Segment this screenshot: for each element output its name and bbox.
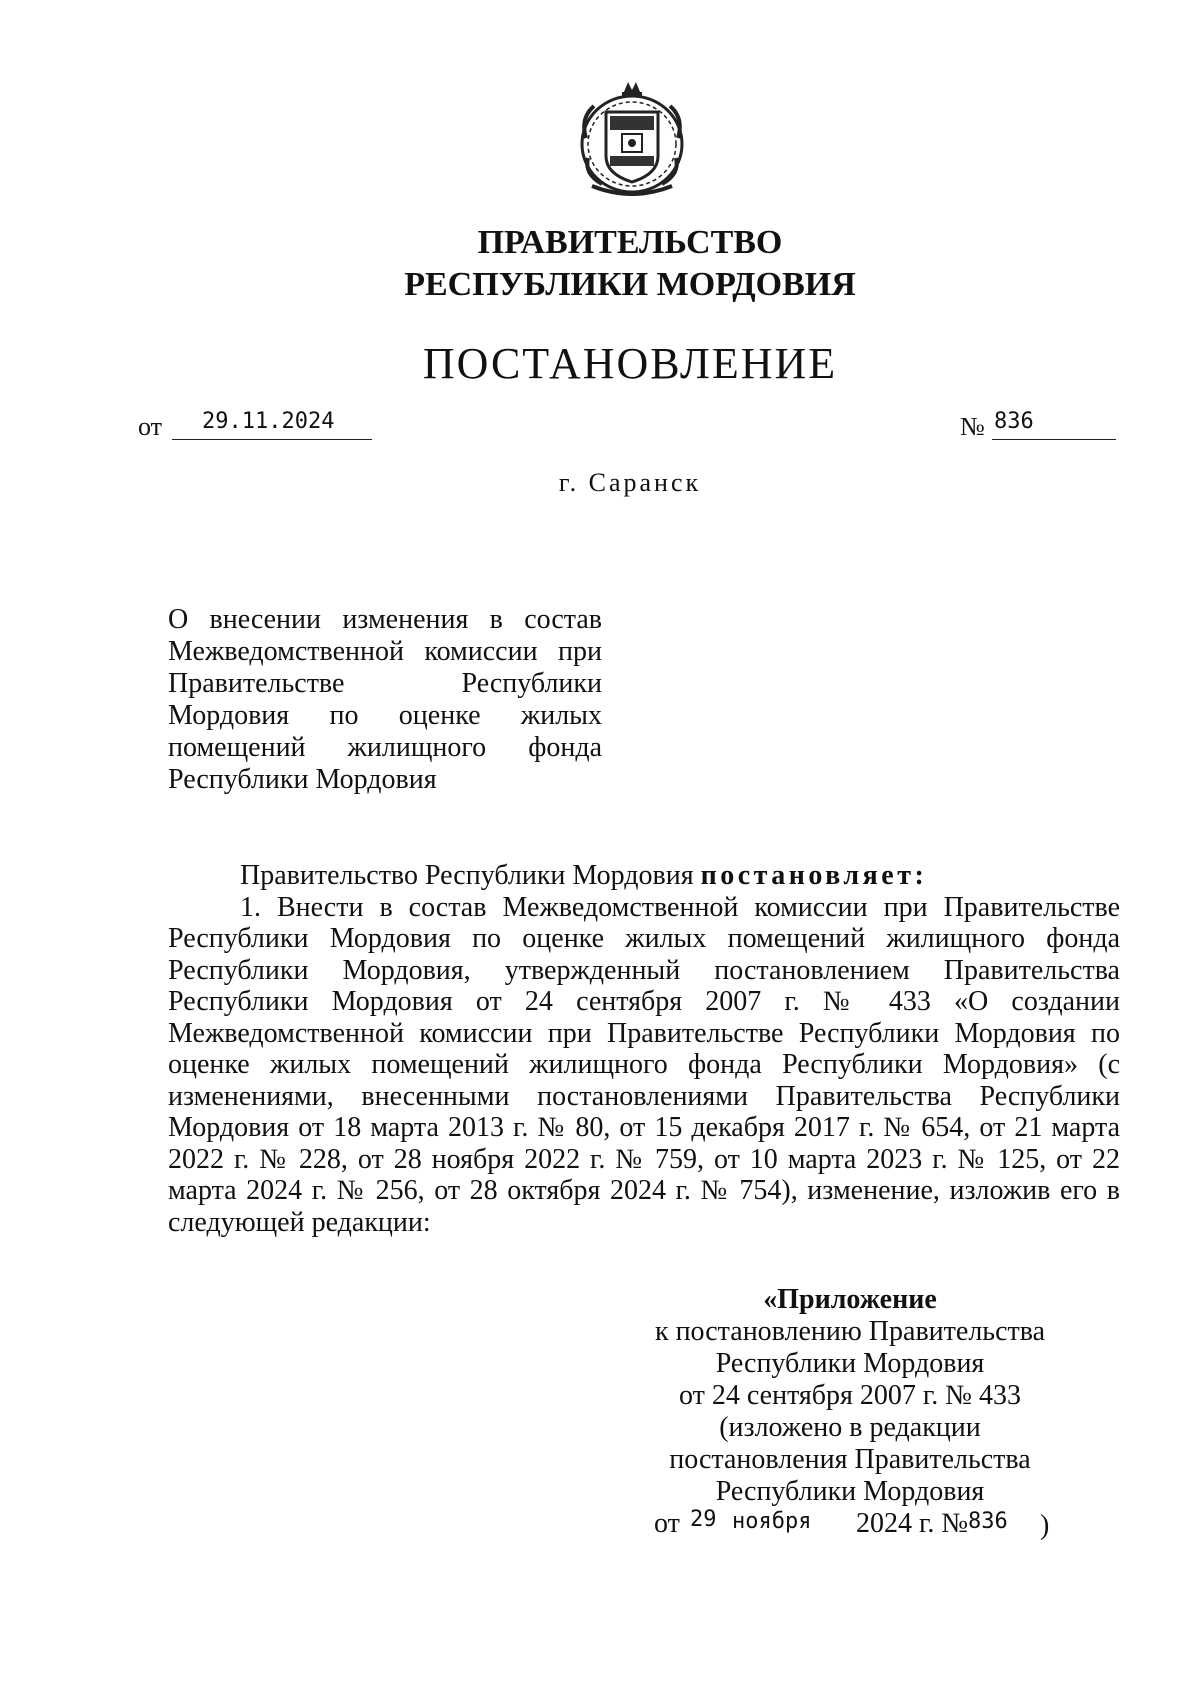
coat-of-arms-icon	[572, 78, 692, 202]
government-title-line2: РЕСПУБЛИКИ МОРДОВИЯ	[404, 266, 856, 303]
number-prefix: №	[960, 412, 985, 441]
body-text	[168, 860, 1120, 1238]
intro-text: Правительство Республики Мордовия	[240, 860, 701, 891]
appendix-line-5: постановления Правительства	[669, 1444, 1031, 1475]
appendix-line-6: Республики Мордовия	[715, 1476, 985, 1507]
appendix-line-1: к постановлению Правительства	[654, 1316, 1046, 1347]
document-type: ПОСТАНОВЛЕНИЕ	[422, 339, 838, 388]
date-line	[138, 409, 335, 452]
appendix-last-line	[630, 1508, 1070, 1542]
date-prefix: от	[138, 412, 163, 441]
city: г. Саранск	[558, 468, 702, 497]
appendix-line-2: Республики Мордовия	[715, 1348, 985, 1379]
appendix-last-number: 836	[968, 1509, 1008, 1534]
appendix-line-3: от 24 сентября 2007 г. № 433	[679, 1380, 1021, 1411]
number-line	[960, 409, 1034, 452]
number-value: 836	[992, 404, 1116, 440]
appendix-last-close: )	[1040, 1510, 1050, 1541]
government-title-line1: ПРАВИТЕЛЬСТВО	[477, 224, 783, 261]
intro-emphasis: постановляет:	[700, 860, 928, 891]
appendix-last-prefix: от	[654, 1508, 680, 1539]
appendix-last-day: 29	[690, 1507, 717, 1532]
intro-paragraph	[168, 860, 1120, 892]
appendix-line-4: (изложено в редакции	[719, 1412, 981, 1443]
appendix-last-year: 2024 г. №	[856, 1508, 969, 1539]
subject-title: О внесении изменения в состав Межведомственной комиссии при Правительстве Республики Мордовия по оценке жилых помещений жилищного фонда Республики Мордовия	[168, 604, 602, 795]
appendix-last-month: ноября	[732, 1509, 812, 1534]
appendix-block	[630, 1284, 1070, 1542]
government-title	[0, 222, 1200, 306]
item-1-paragraph: 1. Внести в состав Межведомственной комиссии при Правительстве Республики Мордовия по оценке жилых помещений жилищного фонда Республики Мордовия, утвержденный постановлением Правительства Республики Мордовия от 24 сентября 2007 г. № 433 «О создании Межведомственной комиссии при Правительстве Республики Мордовия по оценке жилых помещений жилищного фонда Республики Мордовия» (с изменениями, внесенными постановлениями Правительства Республики Мордовия от 18 марта 2013 г. № 80, от 15 декабря 2017 г. № 654, от 21 марта 2022 г. № 228, от 28 ноября 2022 г. № 759, от 10 марта 2023 г. № 125, от 22 марта 2024 г. № 256, от 28 октября 2024 г. № 754), изменение, изложив его в следующей редакции:	[168, 891, 1120, 1238]
appendix-title: «Приложение	[763, 1284, 937, 1315]
date-value: 29.11.2024	[172, 404, 372, 440]
